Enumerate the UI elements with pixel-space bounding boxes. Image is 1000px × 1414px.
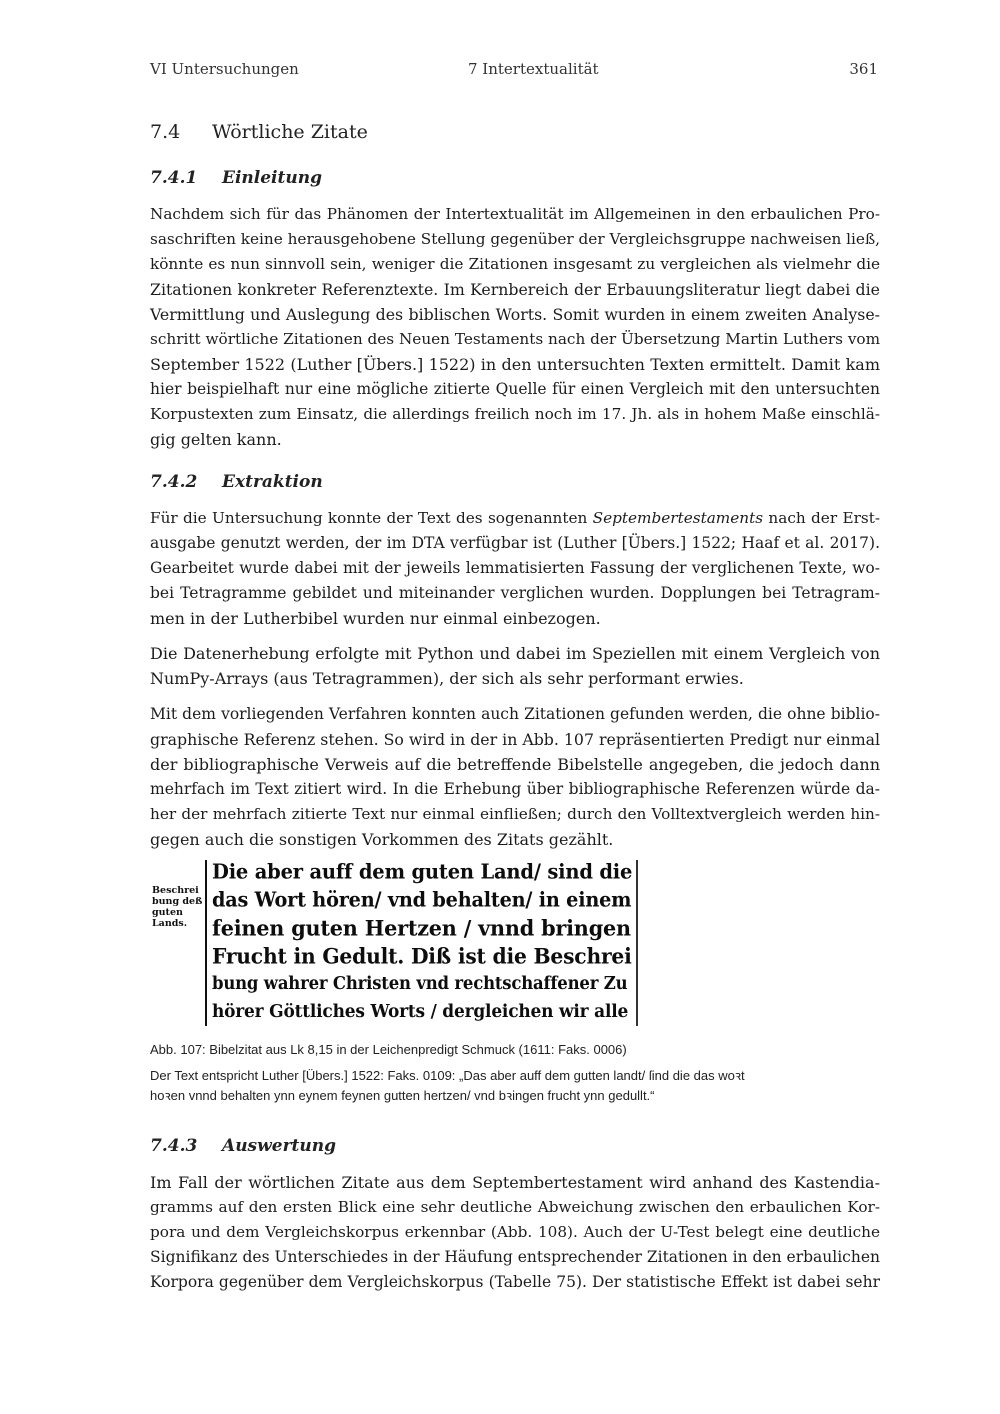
header-part-title: VI Untersuchungen	[150, 60, 299, 78]
facsimile-rule-left	[205, 860, 207, 1026]
figure-note-line: Der Text entspricht Luther [Übers.] 1522: Faks. 0109: „Das aber auff dem gutten landt/ ſind die das woꝛt	[150, 1068, 745, 1083]
facsimile-line: Die aber auff dem guten Land/ sind die	[212, 859, 633, 884]
page-number: 361	[849, 60, 878, 78]
text-line: Zitationen konkreter Referenztexte. Im Kernbereich der Erbauungsliteratur liegt dabei die	[150, 280, 880, 299]
text-line: der bibliographische Verweis auf die betreffende Bibelstelle angegeben, die jedoch dann	[150, 755, 880, 774]
paragraph-extraktion-1	[150, 506, 880, 631]
section-number: 7.4	[150, 121, 181, 143]
text-line-start: Für die Untersuchung konnte der Text des sogenannten	[150, 509, 593, 527]
text-line: men in der Lutherbibel wurden nur einmal einbezogen.	[150, 609, 601, 628]
text-line: bei Tetragramme gebildet und miteinander verglichen wurden. Dopplungen bei Tetragram-	[150, 584, 880, 602]
subsection-title: Auswertung	[222, 1136, 336, 1156]
paragraph-einleitung	[150, 202, 880, 452]
text-line: Korpustexten zum Einsatz, die allerdings freilich noch im 17. Jh. als in hohem Maße einschlä-	[150, 405, 880, 423]
facsimile-line: bung wahrer Christen vnd rechtschaffener Zu	[212, 973, 628, 994]
paragraph-auswertung	[150, 1170, 880, 1295]
text-line: Im Fall der wörtlichen Zitate aus dem Septembertestament wird anhand des Kastendia-	[150, 1173, 880, 1192]
paragraph-extraktion-3	[150, 702, 880, 852]
figure-note	[150, 1066, 840, 1106]
margin-note-line: bung deß	[152, 896, 203, 907]
margin-note-line: Beschrei	[152, 885, 199, 896]
text-line: gramms auf den ersten Blick eine sehr deutliche Abweichung zwischen den erbaulichen Kor-	[150, 1198, 880, 1216]
section-heading	[150, 121, 368, 143]
running-header	[150, 60, 880, 82]
margin-note-line: guten	[152, 907, 183, 918]
margin-note-line: Lands.	[152, 918, 188, 929]
text-line: Vermittlung und Auslegung des biblischen Worts. Somit wurden in einem zweiten Analyse-	[150, 305, 880, 324]
emphasis-septembertestament: Septembertestaments	[592, 509, 764, 527]
facsimile-line: Frucht in Gedult. Diß ist die Beschrei	[212, 943, 632, 969]
paragraph-extraktion-2	[150, 641, 880, 691]
text-line: Die Datenerhebung erfolgte mit Python und dabei im Speziellen mit einem Vergleich von	[150, 644, 880, 663]
text-line: Nachdem sich für das Phänomen der Intertextualität im Allgemeinen in den erbaulichen Pro-	[150, 205, 880, 223]
subsection-heading-extraktion	[150, 472, 323, 492]
facsimile-line: feinen guten Hertzen / vnnd bringen	[212, 915, 631, 941]
facsimile-line: hörer Göttliches Worts / dergleichen wir alle	[212, 1001, 629, 1023]
subsection-number: 7.4.2	[150, 472, 198, 492]
text-line: gegen auch die sonstigen Vorkommen des Zitats gezählt.	[150, 830, 614, 849]
subsection-heading-einleitung	[150, 168, 322, 188]
figure-caption: Abb. 107: Bibelzitat aus Lk 8,15 in der Leichenpredigt Schmuck (1611: Faks. 0006)	[150, 1042, 627, 1057]
text-line: Gearbeitet wurde dabei mit der jeweils lemmatisierten Fassung der verglichenen Texte, wo-	[150, 559, 880, 577]
text-line: Korpora gegenüber dem Vergleichskorpus (Tabelle 75). Der statistische Effekt ist dabei sehr	[150, 1273, 880, 1291]
text-line: hier beispielhaft nur eine mögliche zitierte Quelle für einen Vergleich mit den untersuchten	[150, 380, 880, 398]
facsimile-rule-right	[636, 860, 638, 1026]
text-line: Mit dem vorliegenden Verfahren konnten auch Zitationen gefunden werden, die ohne biblio-	[150, 705, 880, 723]
figure-note-line: hoꝛen vnnd behalten ynn eynem feynen gutten hertzen/ vnd bꝛingen frucht ynn gedullt.“	[150, 1088, 655, 1103]
text-line	[150, 506, 880, 531]
text-line: NumPy-Arrays (aus Tetragrammen), der sich als sehr performant erwies.	[150, 669, 744, 688]
text-line: graphische Referenz stehen. So wird in der in Abb. 107 repräsentierten Predigt nur einmal	[150, 730, 881, 749]
subsection-number: 7.4.3	[150, 1136, 198, 1156]
text-line: her der mehrfach zitierte Text nur einmal einfließen; durch den Volltextvergleich werden hin-	[150, 805, 880, 823]
subsection-heading-auswertung	[150, 1136, 336, 1156]
header-chapter-title: 7 Intertextualität	[468, 60, 599, 78]
text-line: gig gelten kann.	[150, 430, 282, 449]
subsection-title: Einleitung	[222, 168, 322, 188]
facsimile-margin-note	[152, 885, 204, 929]
section-title: Wörtliche Zitate	[212, 121, 368, 143]
subsection-title: Extraktion	[222, 472, 323, 492]
figure-facsimile	[150, 858, 645, 1030]
facsimile-text	[212, 858, 632, 1026]
facsimile-line: das Wort hören/ vnd behalten/ in einem	[212, 887, 632, 912]
text-line: saschriften keine herausgehobene Stellung gegenüber der Vergleichsgruppe nachweisen ließ,	[150, 230, 880, 248]
text-line: mehrfach im Text zitiert wird. In die Erhebung über bibliographische Referenzen würde da-	[150, 780, 880, 798]
text-line: könnte es nun sinnvoll sein, weniger die Zitationen insgesamt zu vergleichen als vielmehr die	[150, 255, 880, 273]
text-line: ausgabe genutzt werden, der im DTA verfügbar ist (Luther [Übers.] 1522; Haaf et al. 2017).	[150, 534, 880, 552]
text-line-end: nach der Erst-	[763, 509, 880, 527]
text-line: pora und dem Vergleichskorpus erkennbar (Abb. 108). Auch der U-Test belegt eine deutliche	[150, 1223, 880, 1241]
text-line: September 1522 (Luther [Übers.] 1522) in den untersuchten Texten ermittelt. Damit kam	[150, 355, 880, 374]
subsection-number: 7.4.1	[150, 168, 198, 188]
text-line: Signifikanz des Unterschiedes in der Häufung entsprechender Zitationen in den erbaulichen	[150, 1248, 880, 1266]
text-line: schritt wörtliche Zitationen des Neuen Testaments nach der Übersetzung Martin Luthers vom	[150, 330, 881, 348]
